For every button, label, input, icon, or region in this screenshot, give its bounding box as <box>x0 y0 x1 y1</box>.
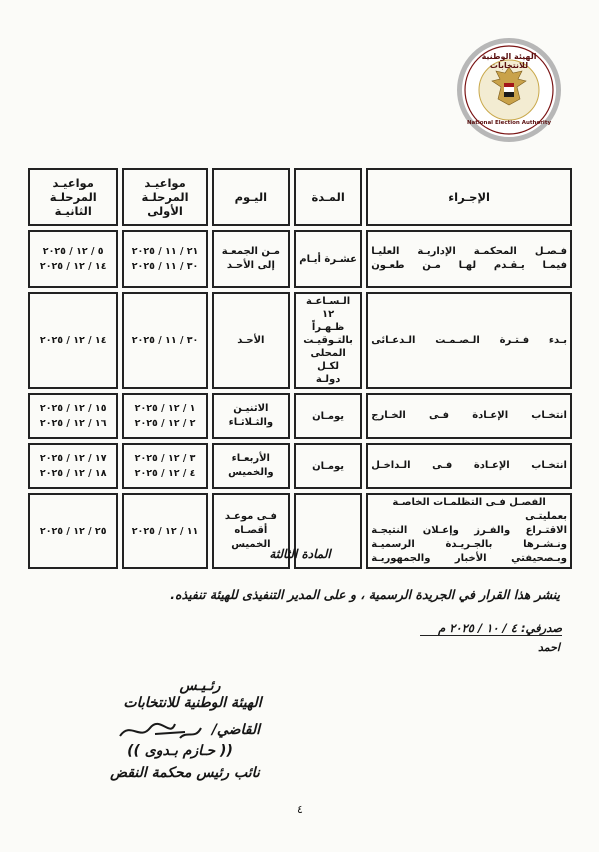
phase1-date-cell <box>122 443 207 489</box>
signature-judge-label: القاضي/ <box>211 722 260 738</box>
phase2-date-cell-line: ٢٥ / ١٢ / ٢٠٢٥ <box>39 525 107 537</box>
signature-organization: الهيئة الوطنية للانتخابات <box>123 695 262 711</box>
phase2-date-cell-line: ١٨ / ١٢ / ٢٠٢٥ <box>39 468 107 479</box>
logo-arabic-text: الهيئة الوطنية للانتخابات <box>481 52 537 70</box>
duration-cell-line: ظـهـراً <box>311 322 345 333</box>
day-cell-line: والثـلاثـاء <box>228 417 274 428</box>
handwritten-signature-icon <box>115 716 205 746</box>
action-cell-line: فـصـل المحكمـة الإداريـة العليـا <box>371 246 567 257</box>
duration-cell <box>294 443 362 489</box>
phase1-date-cell <box>122 393 207 439</box>
phase1-date-cell <box>122 292 207 389</box>
day-cell-line: إلى الأحـد <box>226 260 275 271</box>
action-cell <box>366 393 572 439</box>
duration-cell <box>294 292 362 389</box>
table-row <box>28 292 572 389</box>
phase1-date-cell-line: ٤ / ١٢ / ٢٠٢٥ <box>134 468 196 479</box>
phase1-date-cell <box>122 230 207 288</box>
table-row <box>28 443 572 489</box>
duration-cell-line: يومـان <box>312 410 345 422</box>
action-cell-line: انتخـاب الإعـادة فـى الـداخـل <box>371 460 567 471</box>
phase2-date-cell <box>28 493 118 569</box>
table-row <box>28 393 572 439</box>
phase2-date-cell-line: ١٧ / ١٢ / ٢٠٢٥ <box>39 453 107 464</box>
phase1-date-cell-line: ٣ / ١٢ / ٢٠٢٥ <box>134 453 196 464</box>
action-cell-line: وبـصحيفتي الأخبار والجمهوريـة <box>371 553 567 564</box>
header-phase2-line: المرحلـة الثانيـة <box>49 190 97 218</box>
action-cell <box>366 292 572 389</box>
phase1-date-cell-line: ٢١ / ١١ / ٢٠٢٥ <box>131 246 199 257</box>
header-phase1-line: المرحلـة الأولى <box>141 190 189 218</box>
phase2-date-cell-line: ١٥ / ١٢ / ٢٠٢٥ <box>39 403 107 414</box>
header-phase2 <box>28 168 118 226</box>
logo-english-text: National Election Authority <box>466 120 552 126</box>
header-action: الإجـراء <box>366 168 572 226</box>
phase2-date-cell <box>28 292 118 389</box>
phase1-date-cell <box>122 493 207 569</box>
phase2-date-cell <box>28 393 118 439</box>
signature-position: نائب رئيس محكمة النقض <box>110 765 260 781</box>
phase2-date-cell-line: ١٤ / ١٢ / ٢٠٢٥ <box>39 335 107 346</box>
header-phase2-line: مواعيـد <box>52 176 94 190</box>
action-cell-line: ونـشـرها بالجـريـدة الرسميـة <box>371 539 567 550</box>
election-authority-logo <box>457 38 561 142</box>
day-cell <box>212 292 290 389</box>
day-cell <box>212 443 290 489</box>
day-cell-line: الأحـد <box>237 334 265 346</box>
phase2-date-cell-line: ١٦ / ١٢ / ٢٠٢٥ <box>39 418 107 429</box>
initial-text: احمد <box>538 641 560 654</box>
action-cell-line: الاقتـراع والفـرز وإعـلان النتيجـة <box>371 525 567 536</box>
day-cell-line: الأربعـاء <box>231 453 270 464</box>
header-phase1 <box>122 168 207 226</box>
signature-name: (( حـازم بـدوى )) <box>127 743 233 759</box>
day-cell-line: والخميس <box>228 467 274 478</box>
duration-cell-line: يومـان <box>312 460 345 472</box>
day-cell <box>212 230 290 288</box>
phase1-date-cell-line: ١١ / ١٢ / ٢٠٢٥ <box>131 525 199 537</box>
action-cell <box>366 493 572 569</box>
header-duration: المـدة <box>294 168 362 226</box>
action-cell-line: انتخـاب الإعـادة فـى الخـارج <box>371 410 567 421</box>
header-day: اليـوم <box>212 168 290 226</box>
action-cell <box>366 443 572 489</box>
header-phase1-line: مواعيـد <box>144 176 186 190</box>
day-cell-line: مـن الجمعـة <box>221 246 280 257</box>
issued-date: صدرفي: ٤ / ١٠ / ٢٠٢٥ م <box>420 621 562 636</box>
phase1-date-cell-line: ٣٠ / ١١ / ٢٠٢٥ <box>131 335 199 346</box>
duration-cell-line: الـسـاعـة ١٢ <box>305 296 351 320</box>
signature-title: رئـيـس <box>179 678 221 694</box>
phase2-date-cell <box>28 443 118 489</box>
duration-cell-line: دولـة <box>315 374 341 385</box>
action-cell <box>366 230 572 288</box>
action-cell-line: بـدء فـتـرة الـصـمـت الـدعـائى <box>371 334 567 346</box>
day-cell <box>212 393 290 439</box>
election-schedule-table <box>24 164 576 573</box>
duration-cell-line: المحلى لكـل <box>310 348 346 372</box>
phase1-date-cell-line: ١ / ١٢ / ٢٠٢٥ <box>134 403 196 414</box>
day-cell-line: أقصـاه الخميس <box>231 525 271 550</box>
duration-cell <box>294 230 362 288</box>
phase1-date-cell-line: ٢ / ١٢ / ٢٠٢٥ <box>134 418 196 429</box>
decree-text: ينشر هذا القرار في الجريدة الرسمية ، و على المدير التنفيذى للهيئة تنفيذه. <box>170 587 560 602</box>
table-header-row <box>28 168 572 226</box>
phase2-date-cell-line: ٥ / ١٢ / ٢٠٢٥ <box>42 246 104 257</box>
article-heading: المادة الثالثة <box>269 547 331 561</box>
table-row <box>28 230 572 288</box>
action-cell-line: الفصـل فـى التظلمـات الخاصـة بعمليتـى <box>392 497 567 522</box>
duration-cell-line: عشـرة أيـام <box>299 253 357 265</box>
duration-cell <box>294 393 362 439</box>
day-cell-line: فـى موعـد <box>224 511 277 522</box>
page-number: ٤ <box>297 803 303 816</box>
phase1-date-cell-line: ٣٠ / ١١ / ٢٠٢٥ <box>131 261 199 272</box>
phase2-date-cell-line: ١٤ / ١٢ / ٢٠٢٥ <box>39 261 107 272</box>
duration-cell-line: بالتـوقيـت <box>303 335 353 346</box>
day-cell-line: الاثنيـن <box>233 403 269 414</box>
phase2-date-cell <box>28 230 118 288</box>
action-cell-line: فيمـا يـقـدم لهـا مـن طعـون <box>371 260 567 271</box>
